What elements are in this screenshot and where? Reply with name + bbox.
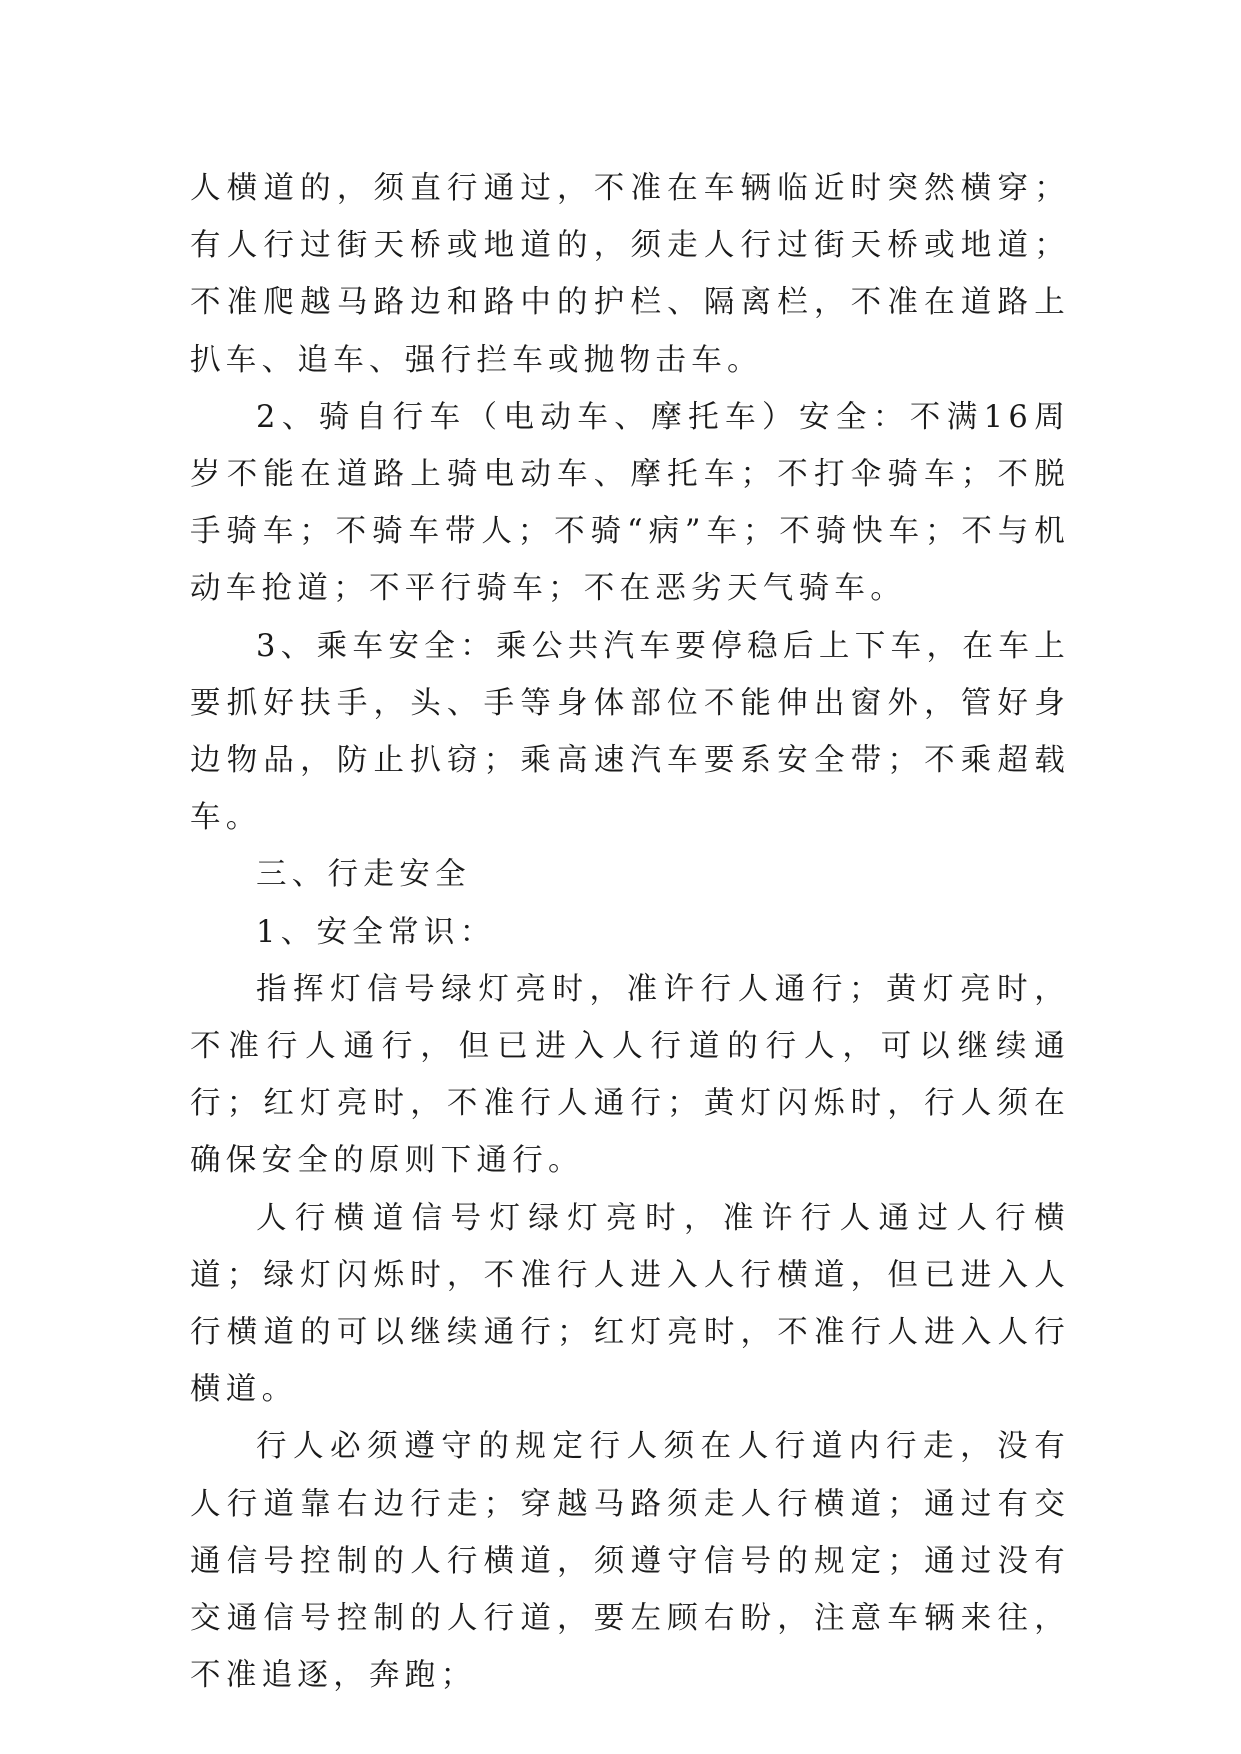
- subheading-safety-knowledge: 1、安全常识：: [256, 914, 496, 950]
- paragraph-traffic-light-signals: 指挥灯信号绿灯亮时，准许行人通行；黄灯亮时，不准行人通行，但已进入人行道的行人，可以继续通行；红灯亮时，不准行人通行；黄灯闪烁时，行人须在确保安全的原则下通行。: [190, 971, 1070, 1179]
- paragraph-riding-safety: 3、乘车安全：乘公共汽车要停稳后上下车，在车上要抓好扶手，头、手等身体部位不能伸出窗外，管好身边物品，防止扒窃；乘高速汽车要系安全带；不乘超载车。: [190, 628, 1070, 836]
- paragraph-pedestrian-rules: 行人必须遵守的规定行人须在人行道内行走，没有人行道靠右边行走；穿越马路须走人行横道；通过有交通信号控制的人行横道，须遵守信号的规定；通过没有交通信号控制的人行道，要左顾右盼，注意车辆来往，不准追逐，奔跑；: [190, 1429, 1070, 1694]
- section-heading-walking-safety: 三、行走安全: [256, 857, 471, 893]
- paragraph-cycling-safety: 2、骑自行车（电动车、摩托车）安全：不满16周岁不能在道路上骑电动车、摩托车；不打伞骑车；不脱手骑车；不骑车带人；不骑“病”车；不骑快车；不与机动车抢道；不平行骑车；不在恶劣天气骑车。: [190, 399, 1070, 607]
- paragraph-crosswalk-signals: 人行横道信号灯绿灯亮时，准许行人通过人行横道；绿灯闪烁时，不准行人进入人行横道，但已进入人行横道的可以继续通行；红灯亮时，不准行人进入人行横道。: [190, 1200, 1070, 1408]
- paragraph-pedestrian-crossing: 人横道的，须直行通过，不准在车辆临近时突然横穿；有人行过街天桥或地道的，须走人行过街天桥或地道；不准爬越马路边和路中的护栏、隔离栏，不准在道路上扒车、追车、强行拦车或抛物击车。: [190, 171, 1070, 378]
- body-text: [190, 160, 1070, 1704]
